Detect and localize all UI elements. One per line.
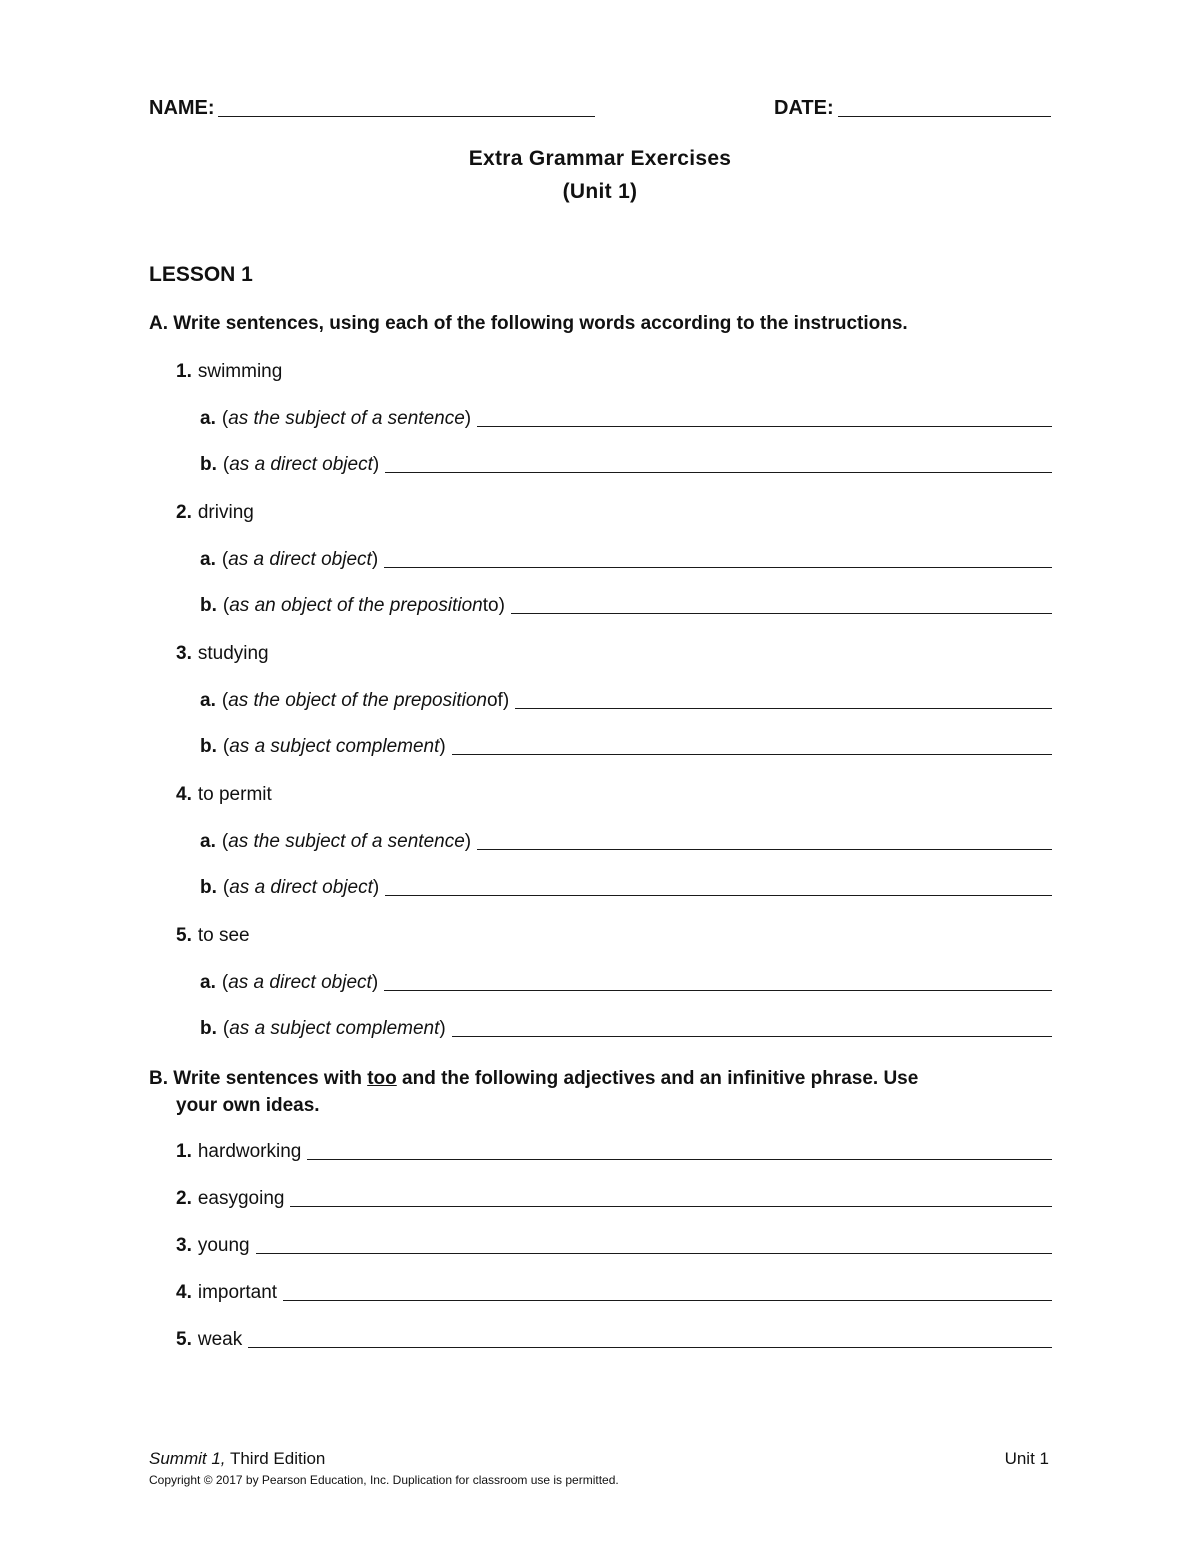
footer-copyright: Copyright © 2017 by Pearson Education, Inc. Duplication for classroom use is permitted.	[149, 1473, 619, 1487]
paren-close: )	[502, 690, 510, 711]
answer-row-b3	[176, 1234, 1052, 1258]
item-number: 2.	[176, 1188, 192, 1209]
paren-open: (	[222, 595, 230, 616]
answer-row-b2	[176, 1187, 1052, 1211]
name-field-line[interactable]	[218, 116, 595, 117]
answer-row-5a	[200, 971, 1052, 995]
answer-row-1b	[200, 453, 1052, 477]
worksheet-title: Extra Grammar Exercises	[468, 147, 732, 170]
paren-open: (	[222, 877, 230, 898]
sub-letter: a.	[200, 549, 216, 570]
keyword-too: too	[367, 1068, 397, 1089]
item-number: 3.	[176, 1235, 192, 1256]
book-edition: Third Edition	[225, 1449, 326, 1468]
sub-instruction: as a direct object	[229, 877, 373, 898]
item-number: 2.	[176, 502, 192, 523]
answer-line[interactable]	[452, 1036, 1052, 1037]
sub-instruction: as a direct object	[228, 549, 372, 570]
answer-line[interactable]	[256, 1253, 1052, 1254]
sub-letter: b.	[200, 877, 217, 898]
paren-open: (	[221, 831, 229, 852]
answer-row-2a	[200, 548, 1052, 572]
section-a-item-2	[176, 501, 254, 525]
sub-instruction: as a direct object	[229, 454, 373, 475]
section-a-item-3	[176, 642, 269, 666]
item-word: swimming	[197, 361, 283, 382]
item-word: easygoing	[197, 1188, 285, 1209]
section-b-instruction	[149, 1066, 918, 1092]
paren-open: (	[221, 549, 229, 570]
sub-instruction: as an object of the preposition	[229, 595, 483, 616]
sub-letter: a.	[200, 972, 216, 993]
answer-row-3b	[200, 735, 1052, 759]
sub-letter: b.	[200, 1018, 217, 1039]
answer-line[interactable]	[477, 426, 1052, 427]
item-word: studying	[197, 643, 269, 664]
item-word: hardworking	[197, 1141, 302, 1162]
item-word: to permit	[197, 784, 272, 805]
answer-row-1a	[200, 407, 1052, 431]
paren-close: )	[464, 831, 472, 852]
sub-instruction: as the subject of a sentence	[228, 831, 465, 852]
paren-open: (	[221, 408, 229, 429]
item-number: 3.	[176, 643, 192, 664]
item-number: 1.	[176, 1141, 192, 1162]
sub-instruction: as a direct object	[228, 972, 372, 993]
paren-close: )	[372, 454, 380, 475]
item-number: 5.	[176, 1329, 192, 1350]
name-label: NAME:	[149, 97, 215, 119]
sub-letter: b.	[200, 595, 217, 616]
item-word: driving	[197, 502, 254, 523]
sub-instruction: as a subject complement	[229, 1018, 440, 1039]
date-label: DATE:	[774, 97, 834, 119]
sub-instruction: as a subject complement	[229, 736, 440, 757]
sub-instruction: as the object of the preposition	[228, 690, 487, 711]
answer-row-b4	[176, 1281, 1052, 1305]
answer-line[interactable]	[290, 1206, 1052, 1207]
item-word: young	[197, 1235, 250, 1256]
paren-close: )	[371, 549, 379, 570]
sub-letter: a.	[200, 690, 216, 711]
paren-open: (	[222, 454, 230, 475]
answer-line[interactable]	[452, 754, 1052, 755]
answer-row-3a	[200, 689, 1052, 713]
item-word: important	[197, 1282, 278, 1303]
answer-row-2b	[200, 594, 1052, 618]
worksheet-subtitle: (Unit 1)	[562, 180, 638, 203]
sub-letter: b.	[200, 736, 217, 757]
answer-line[interactable]	[384, 567, 1052, 568]
item-word: to see	[197, 925, 250, 946]
section-a-item-1	[176, 360, 282, 384]
answer-line[interactable]	[511, 613, 1052, 614]
sub-letter: b.	[200, 454, 217, 475]
sub-letter: a.	[200, 831, 216, 852]
answer-line[interactable]	[283, 1300, 1052, 1301]
section-a-item-4	[176, 783, 272, 807]
item-number: 4.	[176, 1282, 192, 1303]
answer-line[interactable]	[248, 1347, 1052, 1348]
sub-extra: of	[486, 690, 503, 711]
answer-row-b5	[176, 1328, 1052, 1352]
paren-close: )	[464, 408, 472, 429]
answer-line[interactable]	[307, 1159, 1052, 1160]
paren-open: (	[221, 690, 229, 711]
paren-close: )	[439, 1018, 446, 1039]
date-field-line[interactable]	[838, 116, 1051, 117]
sub-instruction: as the subject of a sentence	[228, 408, 465, 429]
paren-close: )	[371, 972, 379, 993]
answer-line[interactable]	[515, 708, 1052, 709]
footer-unit: Unit 1	[1004, 1449, 1049, 1468]
answer-row-5b	[200, 1017, 1052, 1041]
section-a-item-5	[176, 924, 250, 948]
instruction-text: B. Write sentences with	[149, 1068, 368, 1089]
item-number: 4.	[176, 784, 192, 805]
answer-line[interactable]	[385, 472, 1052, 473]
answer-row-b1	[176, 1140, 1052, 1164]
answer-row-4a	[200, 830, 1052, 854]
section-b-instruction-line2: your own ideas.	[176, 1095, 320, 1116]
paren-open: (	[221, 972, 229, 993]
footer-book-title	[149, 1448, 325, 1470]
answer-line[interactable]	[385, 895, 1052, 896]
answer-row-4b	[200, 876, 1052, 900]
item-word: weak	[197, 1329, 243, 1350]
item-number: 1.	[176, 361, 192, 382]
lesson-heading: LESSON 1	[149, 263, 253, 286]
paren-close: )	[372, 877, 380, 898]
book-name: Summit 1,	[149, 1449, 226, 1468]
instruction-text: and the following adjectives and an infinitive phrase. Use	[396, 1068, 919, 1089]
paren-close: )	[439, 736, 446, 757]
paren-open: (	[222, 1018, 230, 1039]
sub-extra: to	[482, 595, 499, 616]
section-a-instruction: A. Write sentences, using each of the following words according to the instructions.	[149, 313, 908, 334]
paren-open: (	[222, 736, 230, 757]
answer-line[interactable]	[384, 990, 1052, 991]
sub-letter: a.	[200, 408, 216, 429]
paren-close: )	[498, 595, 505, 616]
answer-line[interactable]	[477, 849, 1052, 850]
item-number: 5.	[176, 925, 192, 946]
